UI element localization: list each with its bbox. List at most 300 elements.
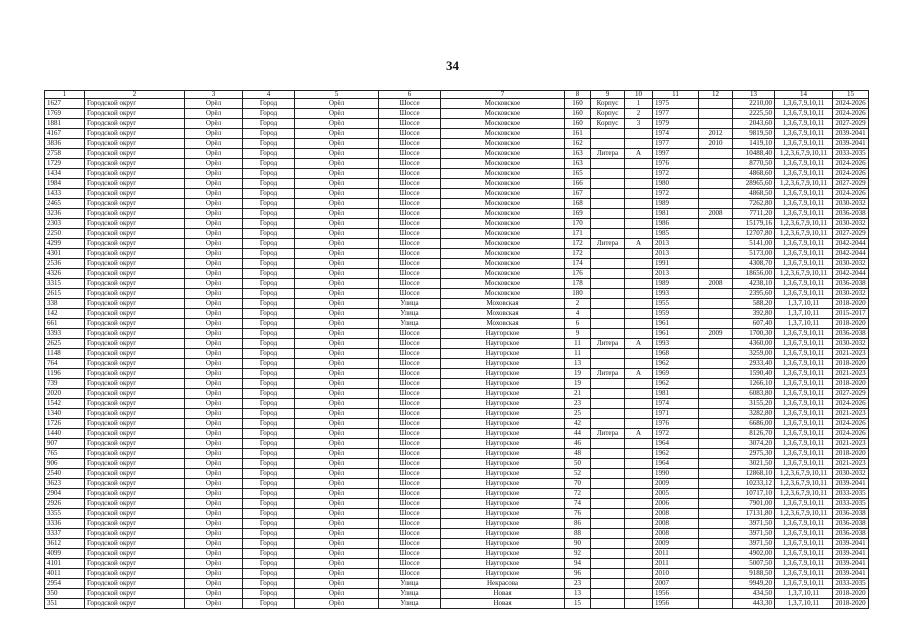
cell-house-number: 96	[565, 569, 591, 579]
cell-municipality: Орёл	[185, 129, 243, 139]
cell-street-type: Улица	[379, 319, 441, 329]
cell-street-type: Шоссе	[379, 329, 441, 339]
cell-settlement-type: Город	[243, 349, 295, 359]
cell-house-number: 25	[565, 409, 591, 419]
cell-year-built: 2008	[653, 519, 699, 529]
cell-street: Московское	[441, 249, 565, 259]
cell-municipality: Орёл	[185, 439, 243, 449]
cell-street: Моховская	[441, 309, 565, 319]
cell-building-number	[625, 349, 653, 359]
cell-year-built: 1962	[653, 379, 699, 389]
cell-street-type: Шоссе	[379, 389, 441, 399]
cell-street-type: Шоссе	[379, 179, 441, 189]
cell-municipality: Орёл	[185, 319, 243, 329]
cell-settlement: Орёл	[295, 559, 379, 569]
cell-year-built: 1959	[653, 309, 699, 319]
cell-year-commissioned	[699, 569, 733, 579]
column-header-8: 8	[565, 91, 591, 99]
table-row	[45, 269, 869, 279]
cell-year-commissioned	[699, 239, 733, 249]
cell-building-type: Литера	[591, 239, 625, 249]
cell-house-number: 21	[565, 389, 591, 399]
cell-house-number: 13	[565, 589, 591, 599]
cell-settlement: Орёл	[295, 539, 379, 549]
cell-building-number	[625, 459, 653, 469]
cell-settlement: Орёл	[295, 99, 379, 109]
cell-settlement-type: Город	[243, 319, 295, 329]
cell-settlement: Орёл	[295, 179, 379, 189]
cell-street: Моховская	[441, 319, 565, 329]
cell-building-number	[625, 259, 653, 269]
cell-services: 1,3,6,7,9,10,11	[775, 139, 833, 149]
cell-area: 5007,50	[733, 559, 775, 569]
table-header	[45, 91, 869, 99]
cell-year-built: 2009	[653, 539, 699, 549]
table-row	[45, 149, 869, 159]
cell-repair-period: 2030-2032	[833, 199, 869, 209]
cell-services: 1,3,6,7,9,10,11	[775, 459, 833, 469]
cell-year-built: 1969	[653, 369, 699, 379]
cell-year-commissioned	[699, 589, 733, 599]
cell-building-number: А	[625, 429, 653, 439]
cell-municipality: Орёл	[185, 149, 243, 159]
cell-repair-period: 2024-2026	[833, 419, 869, 429]
cell-house-number: 92	[565, 549, 591, 559]
cell-services: 1,2,3,6,7,9,10,11	[775, 179, 833, 189]
cell-street: Новая	[441, 599, 565, 609]
cell-building-type	[591, 229, 625, 239]
cell-municipality-type: Городской округ	[85, 589, 185, 599]
cell-settlement-type: Город	[243, 279, 295, 289]
cell-area: 2225,50	[733, 109, 775, 119]
cell-year-built: 1974	[653, 129, 699, 139]
cell-building-number	[625, 209, 653, 219]
cell-building-type	[591, 199, 625, 209]
cell-house-number: 160	[565, 119, 591, 129]
cell-settlement-type: Город	[243, 379, 295, 389]
cell-street-type: Шоссе	[379, 359, 441, 369]
cell-house-number: 90	[565, 539, 591, 549]
cell-area: 17131,80	[733, 509, 775, 519]
page-number: 34	[446, 58, 459, 73]
cell-street-type: Шоссе	[379, 499, 441, 509]
cell-street: Наугорское	[441, 469, 565, 479]
cell-year-commissioned	[699, 189, 733, 199]
cell-settlement: Орёл	[295, 469, 379, 479]
cell-street-type: Шоссе	[379, 279, 441, 289]
cell-municipality-type: Городской округ	[85, 139, 185, 149]
table-row	[45, 339, 869, 349]
cell-settlement-type: Город	[243, 189, 295, 199]
cell-year-commissioned	[699, 449, 733, 459]
cell-municipality-type: Городской округ	[85, 449, 185, 459]
cell-building-type	[591, 269, 625, 279]
cell-settlement: Орёл	[295, 359, 379, 369]
cell-municipality-type: Городской округ	[85, 509, 185, 519]
cell-settlement: Орёл	[295, 209, 379, 219]
cell-year-built: 1972	[653, 429, 699, 439]
cell-year-built: 1974	[653, 399, 699, 409]
cell-street: Московское	[441, 159, 565, 169]
cell-street: Наугорское	[441, 459, 565, 469]
cell-house-number: 162	[565, 139, 591, 149]
cell-building-number: А	[625, 149, 653, 159]
cell-building-number	[625, 219, 653, 229]
table-row	[45, 529, 869, 539]
table-row	[45, 189, 869, 199]
cell-repair-period: 2021-2023	[833, 439, 869, 449]
cell-settlement-type: Город	[243, 389, 295, 399]
cell-house-number: 46	[565, 439, 591, 449]
cell-municipality-type: Городской округ	[85, 219, 185, 229]
cell-municipality: Орёл	[185, 449, 243, 459]
cell-year-commissioned	[699, 419, 733, 429]
cell-area: 607,40	[733, 319, 775, 329]
cell-id: 764	[45, 359, 85, 369]
cell-building-type	[591, 379, 625, 389]
cell-settlement: Орёл	[295, 389, 379, 399]
cell-settlement: Орёл	[295, 489, 379, 499]
cell-municipality: Орёл	[185, 309, 243, 319]
cell-house-number: 70	[565, 479, 591, 489]
cell-building-type	[591, 279, 625, 289]
column-header-3: 3	[185, 91, 243, 99]
cell-street-type: Шоссе	[379, 199, 441, 209]
cell-repair-period: 2024-2026	[833, 159, 869, 169]
cell-house-number: 165	[565, 169, 591, 179]
cell-year-built: 1964	[653, 459, 699, 469]
cell-repair-period: 2036-2038	[833, 329, 869, 339]
cell-year-built: 1989	[653, 199, 699, 209]
cell-year-commissioned	[699, 319, 733, 329]
cell-building-number	[625, 529, 653, 539]
cell-building-number	[625, 479, 653, 489]
cell-building-type	[591, 309, 625, 319]
cell-id: 1340	[45, 409, 85, 419]
cell-municipality: Орёл	[185, 259, 243, 269]
cell-house-number: 170	[565, 219, 591, 229]
cell-street-type: Шоссе	[379, 529, 441, 539]
cell-id: 2250	[45, 229, 85, 239]
table-row	[45, 519, 869, 529]
cell-services: 1,3,7,10,11	[775, 599, 833, 609]
table-row	[45, 369, 869, 379]
cell-building-type	[591, 159, 625, 169]
cell-services: 1,2,3,6,7,9,10,11	[775, 149, 833, 159]
cell-building-number: 2	[625, 109, 653, 119]
cell-area: 28965,60	[733, 179, 775, 189]
cell-house-number: 163	[565, 149, 591, 159]
cell-id: 765	[45, 449, 85, 459]
cell-municipality: Орёл	[185, 169, 243, 179]
cell-id: 1196	[45, 369, 85, 379]
cell-year-built: 2009	[653, 479, 699, 489]
cell-settlement-type: Город	[243, 559, 295, 569]
table-row	[45, 399, 869, 409]
cell-services: 1,3,6,7,9,10,11	[775, 439, 833, 449]
table-row	[45, 239, 869, 249]
cell-services: 1,3,6,7,9,10,11	[775, 119, 833, 129]
cell-settlement: Орёл	[295, 599, 379, 609]
cell-year-built: 1976	[653, 159, 699, 169]
cell-municipality: Орёл	[185, 109, 243, 119]
cell-house-number: 42	[565, 419, 591, 429]
cell-year-commissioned	[699, 119, 733, 129]
cell-municipality-type: Городской округ	[85, 499, 185, 509]
cell-building-type	[591, 579, 625, 589]
cell-house-number: 11	[565, 339, 591, 349]
cell-street: Новая	[441, 589, 565, 599]
cell-street-type: Шоссе	[379, 429, 441, 439]
table-row	[45, 509, 869, 519]
cell-settlement: Орёл	[295, 149, 379, 159]
cell-house-number: 4	[565, 309, 591, 319]
table-row	[45, 259, 869, 269]
cell-settlement-type: Город	[243, 259, 295, 269]
cell-municipality: Орёл	[185, 389, 243, 399]
cell-services: 1,3,6,7,9,10,11	[775, 129, 833, 139]
cell-settlement: Орёл	[295, 579, 379, 589]
cell-building-number	[625, 279, 653, 289]
cell-municipality-type: Городской округ	[85, 329, 185, 339]
cell-year-built: 1962	[653, 449, 699, 459]
cell-year-commissioned	[699, 249, 733, 259]
cell-municipality-type: Городской округ	[85, 259, 185, 269]
cell-municipality: Орёл	[185, 269, 243, 279]
cell-settlement-type: Город	[243, 439, 295, 449]
cell-building-type	[591, 419, 625, 429]
cell-building-number	[625, 449, 653, 459]
cell-street-type: Шоссе	[379, 109, 441, 119]
cell-repair-period: 2027-2029	[833, 389, 869, 399]
cell-settlement-type: Город	[243, 219, 295, 229]
cell-id: 2020	[45, 389, 85, 399]
table-row	[45, 299, 869, 309]
cell-municipality: Орёл	[185, 159, 243, 169]
cell-settlement-type: Город	[243, 509, 295, 519]
cell-services: 1,3,7,10,11	[775, 589, 833, 599]
cell-area: 18656,00	[733, 269, 775, 279]
table-row	[45, 199, 869, 209]
table-row	[45, 99, 869, 109]
cell-year-commissioned	[699, 549, 733, 559]
cell-year-built: 1977	[653, 139, 699, 149]
cell-building-type	[591, 479, 625, 489]
table-row	[45, 379, 869, 389]
cell-municipality-type: Городской округ	[85, 549, 185, 559]
cell-settlement: Орёл	[295, 199, 379, 209]
cell-year-built: 1981	[653, 209, 699, 219]
cell-settlement-type: Город	[243, 429, 295, 439]
cell-street: Наугорское	[441, 499, 565, 509]
cell-street: Наугорское	[441, 399, 565, 409]
cell-settlement-type: Город	[243, 239, 295, 249]
cell-area: 2933,40	[733, 359, 775, 369]
cell-settlement-type: Город	[243, 399, 295, 409]
cell-id: 2540	[45, 469, 85, 479]
cell-street: Наугорское	[441, 489, 565, 499]
cell-house-number: 176	[565, 269, 591, 279]
cell-area: 3155,20	[733, 399, 775, 409]
cell-building-type	[591, 319, 625, 329]
cell-id: 3836	[45, 139, 85, 149]
cell-year-built: 1972	[653, 169, 699, 179]
cell-year-commissioned	[699, 489, 733, 499]
cell-street: Московское	[441, 229, 565, 239]
cell-services: 1,3,6,7,9,10,11	[775, 409, 833, 419]
cell-settlement-type: Город	[243, 269, 295, 279]
cell-services: 1,3,6,7,9,10,11	[775, 289, 833, 299]
cell-building-number	[625, 399, 653, 409]
cell-municipality: Орёл	[185, 429, 243, 439]
cell-municipality: Орёл	[185, 459, 243, 469]
cell-street-type: Шоссе	[379, 229, 441, 239]
cell-year-commissioned	[699, 469, 733, 479]
cell-building-type	[591, 459, 625, 469]
table-row	[45, 229, 869, 239]
cell-repair-period: 2039-2041	[833, 569, 869, 579]
cell-building-number: 3	[625, 119, 653, 129]
cell-settlement: Орёл	[295, 529, 379, 539]
cell-building-number	[625, 499, 653, 509]
column-header-6: 6	[379, 91, 441, 99]
cell-street: Московское	[441, 189, 565, 199]
cell-house-number: 2	[565, 299, 591, 309]
table-row	[45, 539, 869, 549]
cell-settlement: Орёл	[295, 339, 379, 349]
cell-settlement: Орёл	[295, 499, 379, 509]
cell-street-type: Шоссе	[379, 369, 441, 379]
cell-house-number: 13	[565, 359, 591, 369]
cell-id: 2615	[45, 289, 85, 299]
cell-year-commissioned	[699, 299, 733, 309]
cell-services: 1,3,6,7,9,10,11	[775, 359, 833, 369]
cell-services: 1,3,6,7,9,10,11	[775, 109, 833, 119]
cell-building-number	[625, 309, 653, 319]
cell-house-number: 52	[565, 469, 591, 479]
cell-house-number: 94	[565, 559, 591, 569]
cell-settlement-type: Город	[243, 149, 295, 159]
cell-services: 1,3,6,7,9,10,11	[775, 559, 833, 569]
cell-repair-period: 2039-2041	[833, 479, 869, 489]
cell-area: 3971,50	[733, 539, 775, 549]
cell-street: Московское	[441, 149, 565, 159]
cell-street: Наугорское	[441, 549, 565, 559]
cell-building-number	[625, 299, 653, 309]
cell-building-type	[591, 329, 625, 339]
cell-year-commissioned	[699, 379, 733, 389]
cell-settlement-type: Город	[243, 519, 295, 529]
cell-house-number: 161	[565, 129, 591, 139]
cell-settlement-type: Город	[243, 99, 295, 109]
cell-building-type	[591, 469, 625, 479]
column-header-13: 13	[733, 91, 775, 99]
table-row	[45, 279, 869, 289]
cell-settlement: Орёл	[295, 219, 379, 229]
cell-building-type	[591, 209, 625, 219]
cell-year-built: 2011	[653, 559, 699, 569]
cell-municipality: Орёл	[185, 209, 243, 219]
cell-street: Московское	[441, 139, 565, 149]
cell-building-type	[591, 389, 625, 399]
cell-building-type	[591, 529, 625, 539]
cell-year-commissioned	[699, 269, 733, 279]
cell-year-commissioned	[699, 539, 733, 549]
cell-house-number: 168	[565, 199, 591, 209]
cell-municipality-type: Городской округ	[85, 409, 185, 419]
cell-municipality-type: Городской округ	[85, 419, 185, 429]
cell-house-number: 178	[565, 279, 591, 289]
cell-building-type	[591, 299, 625, 309]
cell-settlement-type: Город	[243, 249, 295, 259]
cell-municipality-type: Городской округ	[85, 289, 185, 299]
cell-services: 1,3,6,7,9,10,11	[775, 259, 833, 269]
cell-house-number: 15	[565, 599, 591, 609]
cell-year-built: 1993	[653, 289, 699, 299]
cell-services: 1,3,6,7,9,10,11	[775, 209, 833, 219]
cell-year-commissioned: 2008	[699, 209, 733, 219]
cell-settlement-type: Город	[243, 109, 295, 119]
cell-repair-period: 2030-2032	[833, 339, 869, 349]
cell-street-type: Шоссе	[379, 239, 441, 249]
cell-year-commissioned	[699, 199, 733, 209]
cell-street-type: Шоссе	[379, 409, 441, 419]
cell-settlement: Орёл	[295, 239, 379, 249]
cell-settlement: Орёл	[295, 399, 379, 409]
cell-municipality: Орёл	[185, 369, 243, 379]
cell-repair-period: 2018-2020	[833, 379, 869, 389]
cell-building-type	[591, 449, 625, 459]
cell-year-built: 2008	[653, 509, 699, 519]
cell-area: 2975,30	[733, 449, 775, 459]
cell-area: 4238,10	[733, 279, 775, 289]
cell-street: Наугорское	[441, 539, 565, 549]
cell-municipality: Орёл	[185, 359, 243, 369]
cell-municipality: Орёл	[185, 99, 243, 109]
cell-street: Московское	[441, 239, 565, 249]
cell-repair-period: 2042-2044	[833, 249, 869, 259]
cell-year-commissioned	[699, 339, 733, 349]
cell-street: Наугорское	[441, 519, 565, 529]
cell-building-type	[591, 569, 625, 579]
cell-municipality: Орёл	[185, 349, 243, 359]
cell-municipality: Орёл	[185, 489, 243, 499]
cell-id: 1881	[45, 119, 85, 129]
cell-municipality-type: Городской округ	[85, 179, 185, 189]
cell-id: 2303	[45, 219, 85, 229]
cell-id: 2536	[45, 259, 85, 269]
cell-house-number: 6	[565, 319, 591, 329]
cell-municipality-type: Городской округ	[85, 519, 185, 529]
cell-year-commissioned	[699, 99, 733, 109]
cell-street: Московское	[441, 269, 565, 279]
cell-id: 2904	[45, 489, 85, 499]
cell-street-type: Шоссе	[379, 489, 441, 499]
cell-year-commissioned	[699, 509, 733, 519]
cell-area: 12868,10	[733, 469, 775, 479]
cell-area: 12707,80	[733, 229, 775, 239]
cell-settlement-type: Город	[243, 499, 295, 509]
cell-building-number	[625, 579, 653, 589]
cell-settlement: Орёл	[295, 269, 379, 279]
cell-building-number	[625, 329, 653, 339]
cell-area: 3971,50	[733, 529, 775, 539]
cell-street: Московское	[441, 279, 565, 289]
cell-street: Московское	[441, 109, 565, 119]
cell-municipality-type: Городской округ	[85, 479, 185, 489]
cell-municipality: Орёл	[185, 199, 243, 209]
cell-repair-period: 2036-2038	[833, 529, 869, 539]
